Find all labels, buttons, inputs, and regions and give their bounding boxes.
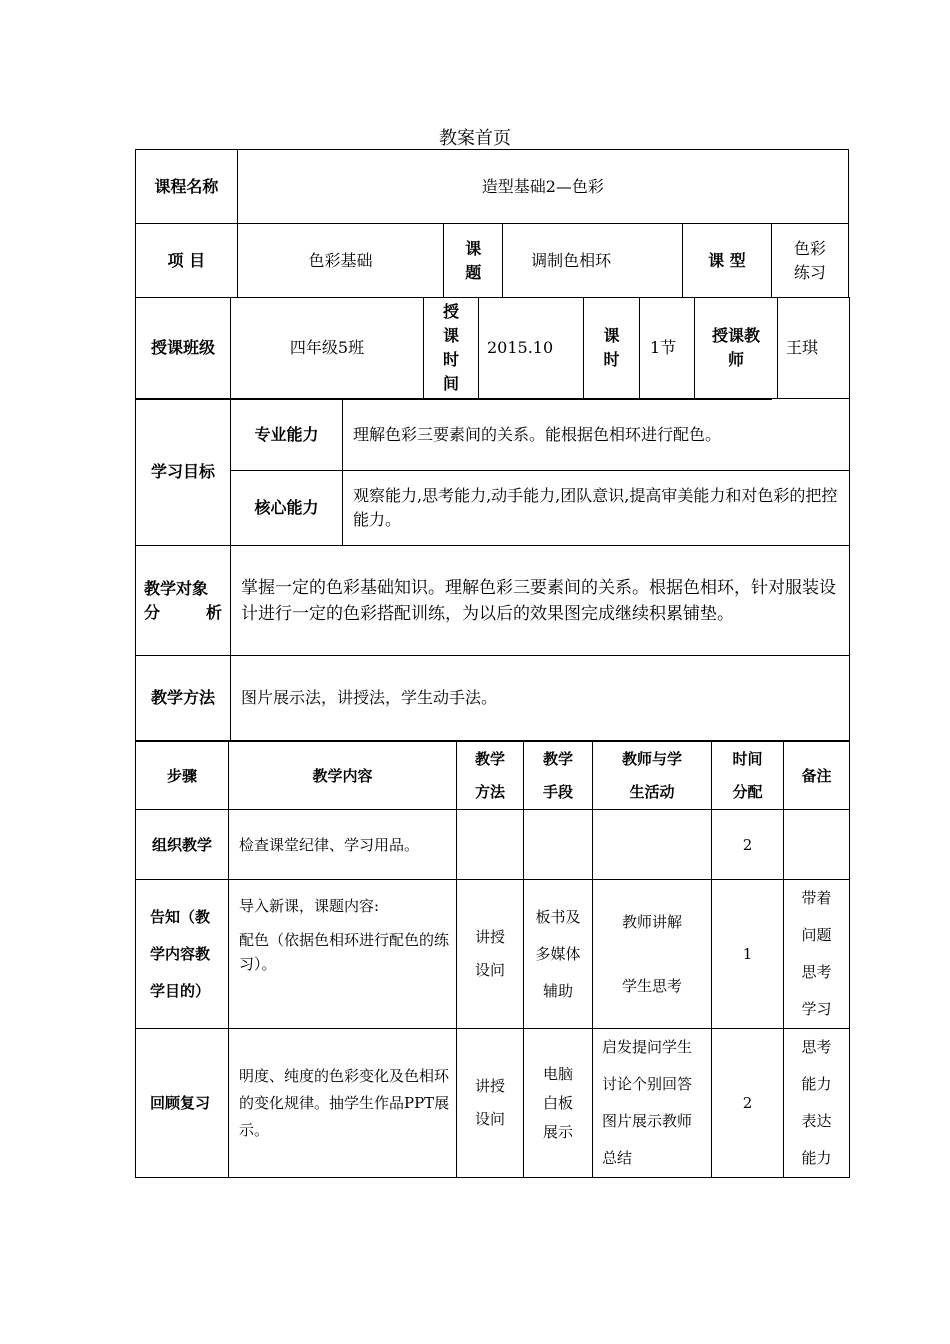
analysis-label-line2 (144, 601, 222, 625)
header-method: 教学方法 (457, 742, 524, 810)
header-time: 时间分配 (712, 742, 784, 810)
topic-label: 课题 (444, 224, 503, 299)
activity-cell: 启发提问学生讨论个别回答图片展示教师总结 (593, 1029, 712, 1178)
class-label-cell: 授课班级 (136, 298, 231, 399)
means-cell (524, 810, 593, 880)
analysis-label-line2b: 析 (205, 602, 222, 622)
objectives-label: 学习目标 (136, 399, 231, 546)
method-cell: 讲授设问 (457, 1029, 524, 1178)
content-line: 导入新课，课题内容: (239, 897, 380, 915)
professional-value: 理解色彩三要素间的关系。能根据色相环进行配色。 (343, 399, 850, 471)
type-label: 课 型 (682, 224, 771, 299)
header-activity: 教师与学生活动 (593, 742, 712, 810)
method-value: 图片展示法，讲授法，学生动手法。 (231, 656, 850, 741)
time-label-cell: 授课时间 (424, 298, 479, 399)
activity-cell (593, 880, 712, 1029)
course-value: 造型基础2—色彩 (237, 150, 848, 224)
table-row (136, 1029, 850, 1178)
method-label: 教学方法 (136, 656, 231, 741)
table-row (136, 810, 850, 880)
table-row (136, 880, 850, 1029)
content-cell: 明度、纯度的色彩变化及色相环的变化规律。抽学生作品PPT展示。 (229, 1029, 457, 1178)
class-value-cell: 四年级5班 (231, 298, 424, 399)
header-content: 教学内容 (229, 742, 457, 810)
header-means: 教学手段 (524, 742, 593, 810)
steps-table (135, 741, 850, 1178)
project-label: 项 目 (136, 224, 238, 299)
content-cell (229, 880, 457, 1029)
header-note: 备注 (784, 742, 850, 810)
type-value: 色彩练习 (771, 224, 848, 299)
professional-label: 专业能力 (231, 399, 343, 471)
time-value-cell: 2015.10 (479, 298, 584, 399)
core-label: 核心能力 (231, 471, 343, 546)
method-cell: 讲授设问 (457, 880, 524, 1029)
teacher-value-cell: 王琪 (778, 298, 850, 399)
activity-line: 学生思考 (621, 977, 682, 995)
objectives-table (135, 398, 850, 741)
core-value: 观察能力,思考能力,动手能力,团队意识,提高审美能力和对色彩的把控能力。 (343, 471, 850, 546)
topic-value: 调制色相环 (503, 224, 683, 299)
content-cell: 检查课堂纪律、学习用品。 (229, 810, 457, 880)
teacher-label-cell: 授课教师 (695, 298, 778, 399)
analysis-label-line1: 教学对象 (144, 578, 209, 598)
step-cell: 回顾复习 (136, 1029, 229, 1178)
means-cell: 电脑白板展示 (524, 1029, 593, 1178)
header-step: 步骤 (136, 742, 229, 810)
analysis-value: 掌握一定的色彩基础知识。理解色彩三要素间的关系。根据色相环，针对服装设计进行一定的色彩搭配训练，为以后的效果图完成继续积累铺垫。 (231, 546, 850, 656)
note-cell (784, 810, 850, 880)
step-cell: 组织教学 (136, 810, 229, 880)
means-cell: 板书及多媒体辅助 (524, 880, 593, 1029)
time-cell: 2 (712, 1029, 784, 1178)
note-cell: 带着问题思考学习 (784, 880, 850, 1029)
class-row-table (135, 297, 850, 399)
time-cell: 1 (712, 880, 784, 1029)
activity-cell (593, 810, 712, 880)
content-line: 配色（依据色相环进行配色的练习）。 (239, 931, 450, 973)
step-cell: 告知（教学内容教学目的） (136, 880, 229, 1029)
note-cell: 思考能力表达能力 (784, 1029, 850, 1178)
analysis-label-line2a: 分 (144, 602, 161, 622)
method-cell (457, 810, 524, 880)
analysis-label (136, 546, 231, 656)
hours-value-cell: 1节 (640, 298, 695, 399)
activity-line: 教师讲解 (621, 913, 682, 931)
hours-label-cell: 课时 (584, 298, 640, 399)
course-label: 课程名称 (136, 150, 238, 224)
project-value: 色彩基础 (237, 224, 444, 299)
time-cell: 2 (712, 810, 784, 880)
page-title: 教案首页 (439, 128, 511, 149)
